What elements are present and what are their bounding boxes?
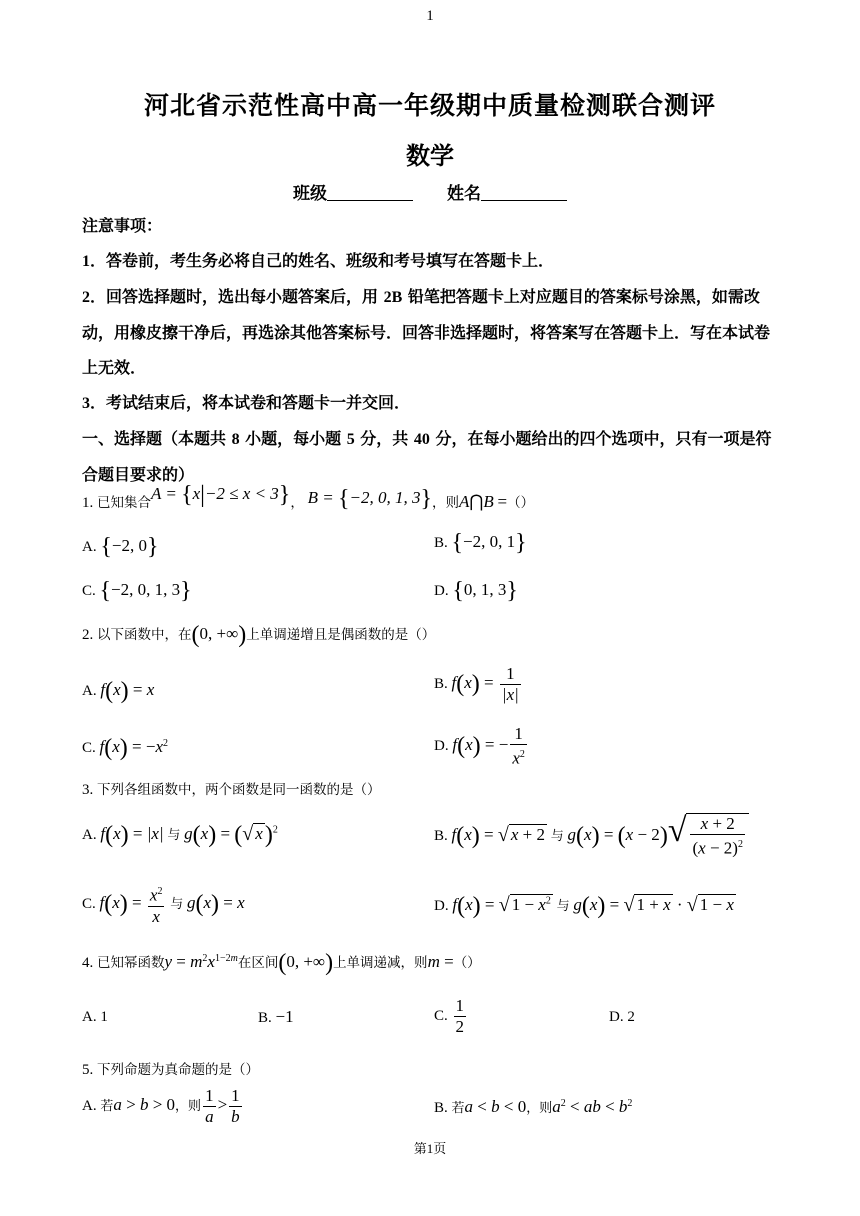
section1-heading: 一、选择题（本题共 8 小题，每小题 5 分，共 40 分，在每小题给出的四个选项中，只有一项是符合题目要求的） — [82, 429, 772, 484]
class-name-line — [0, 179, 860, 204]
q5-option-a[interactable]: A. 若a > b > 0，则 $\frac{1}{a}$ > $\frac{1}{b}$ — [82, 1086, 240, 1126]
question-1: 1. 已知集合A = {x|−2 ≤ x < 3}， B = {−2, 0, 1, 3}，则A⋂B =（） — [82, 482, 535, 512]
q3-option-a[interactable]: A. f(x) = |x| 与 g(x) = (√ x)$^2$ — [82, 822, 278, 848]
note-3: 3．考试结束后，将本试卷和答题卡一并交回． — [82, 393, 411, 412]
q3-option-d[interactable]: D. f(x) = √ $1 - x^2$ 与 g(x) = √ 1 + x · √ 1 − x — [434, 893, 734, 919]
q2-option-b[interactable]: B. f(x) = $\frac{1}{|x|}$ — [434, 664, 519, 704]
q2-option-d[interactable]: D. f(x) = − $\frac{1}{x^2}$ — [434, 724, 525, 768]
q3-option-c[interactable]: C. f(x) = $\frac{x^2}{x}$ 与 g(x) = x — [82, 882, 245, 927]
q2-option-c[interactable]: C. $f(x) = -x^2$ — [82, 735, 169, 761]
exam-title: 河北省示范性高中高一年级期中质量检测联合测评 — [143, 91, 716, 120]
exam-subject: 数学 — [406, 142, 454, 170]
question-4: 4. 已知幂函数$y = m^2x^{1-2m}$在区间(0, +∞)上单调递减，则m =（） — [82, 950, 481, 976]
notes-block — [82, 208, 782, 492]
q3-option-b[interactable]: B. f(x) = √ x + 2 与 g(x) = (x − 2)√ $\frac{x + 2}{(x - 2)^2}$ — [434, 812, 749, 859]
q4-option-d[interactable]: D. 2 — [609, 1009, 635, 1025]
notes-heading: 注意事项： — [82, 216, 163, 235]
name-blank — [481, 185, 567, 201]
name-label: 姓名 — [447, 184, 481, 204]
note-1: 1．答卷前，考生务必将自己的姓名、班级和考号填写在答题卡上． — [82, 251, 555, 270]
q1-option-c[interactable]: C. {−2, 0, 1, 3} — [82, 578, 192, 604]
q4-option-b[interactable]: B. −1 — [258, 1007, 294, 1026]
class-label: 班级 — [293, 184, 327, 204]
page-footer: 第1页 — [413, 1141, 447, 1156]
q5-option-b[interactable]: B. 若a < b < 0，则$a^2$ < ab < $b^2$ — [434, 1097, 633, 1116]
question-5: 5. 下列命题为真命题的是（） — [82, 1062, 259, 1078]
q4-option-a[interactable]: A. 1 — [82, 1009, 108, 1025]
note-2: 2．回答选择题时，选出每小题答案后，用 2B 铅笔把答题卡上对应题目的答案标号涂黑，如需改动，用橡皮擦干净后，再选涂其他答案标号．回答非选择题时，将答案写在答题卡上．写在本试卷上无效． — [82, 287, 771, 377]
question-3: 3. 下列各组函数中，两个函数是同一函数的是（） — [82, 782, 381, 798]
q1-option-d[interactable]: D. {0, 1, 3} — [434, 578, 518, 604]
q1-option-a[interactable]: A. {−2, 0} — [82, 534, 159, 560]
q4-option-c[interactable]: C. $\frac{1}{2}$ — [434, 996, 465, 1036]
q2-option-a[interactable]: A. f(x) = x — [82, 678, 155, 704]
q1-option-b[interactable]: B. {−2, 0, 1} — [434, 530, 527, 556]
question-2: 2. 以下函数中，在(0, +∞)上单调递增且是偶函数的是（） — [82, 622, 436, 648]
class-blank — [327, 185, 413, 201]
top-page-number: 1 — [426, 8, 434, 24]
